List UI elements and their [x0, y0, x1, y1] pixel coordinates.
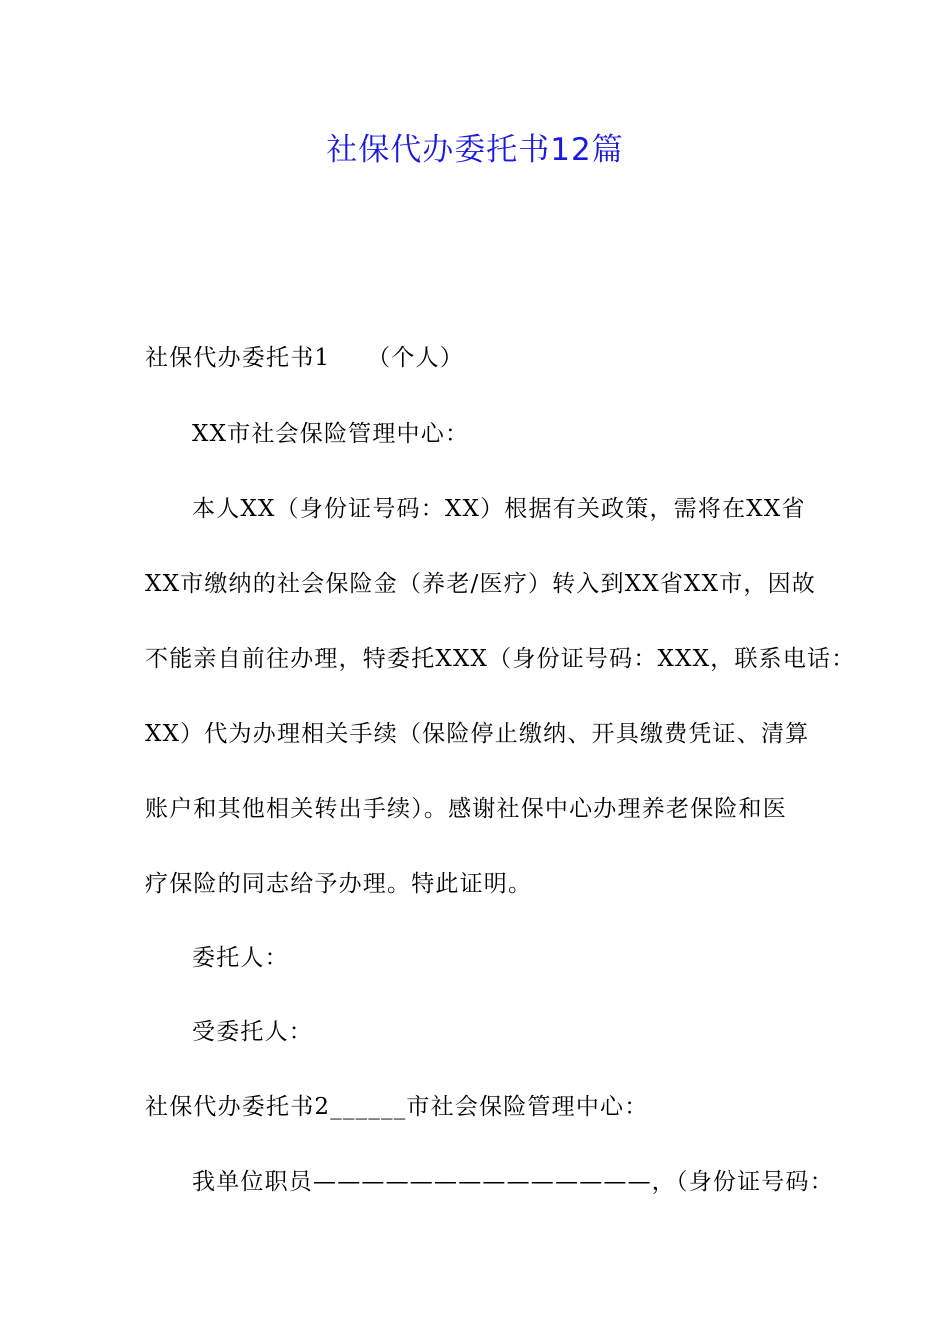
section-heading-1: 社保代办委托书1 （个人） — [145, 345, 464, 371]
body-line-6: 疗保险的同志给予办理。特此证明。 — [145, 871, 533, 897]
agent-signature-line: 受委托人： — [192, 1019, 313, 1045]
employee-line: 我单位职员——————————————，（身份证号码： — [192, 1169, 834, 1195]
body-line-4: XX）代为办理相关手续（保险停止缴纳、开具缴费凭证、清算 — [145, 721, 810, 747]
section-heading-2: 社保代办委托书2______市社会保险管理中心： — [145, 1094, 649, 1120]
body-line-2: XX市缴纳的社会保险金（养老/医疗）转入到XX省XX市，因故 — [145, 571, 816, 597]
body-line-5: 账户和其他相关转出手续）。感谢社保中心办理养老保险和医 — [145, 796, 787, 822]
addressee-line: XX市社会保险管理中心： — [192, 421, 470, 447]
principal-signature-line: 委托人： — [192, 945, 289, 971]
body-line-1: 本人XX（身份证号码：XX）根据有关政策，需将在XX省 — [192, 496, 806, 522]
document-title: 社保代办委托书12篇 — [326, 132, 624, 168]
body-line-3: 不能亲自前往办理，特委托XXX（身份证号码：XXX，联系电话： — [145, 646, 856, 672]
